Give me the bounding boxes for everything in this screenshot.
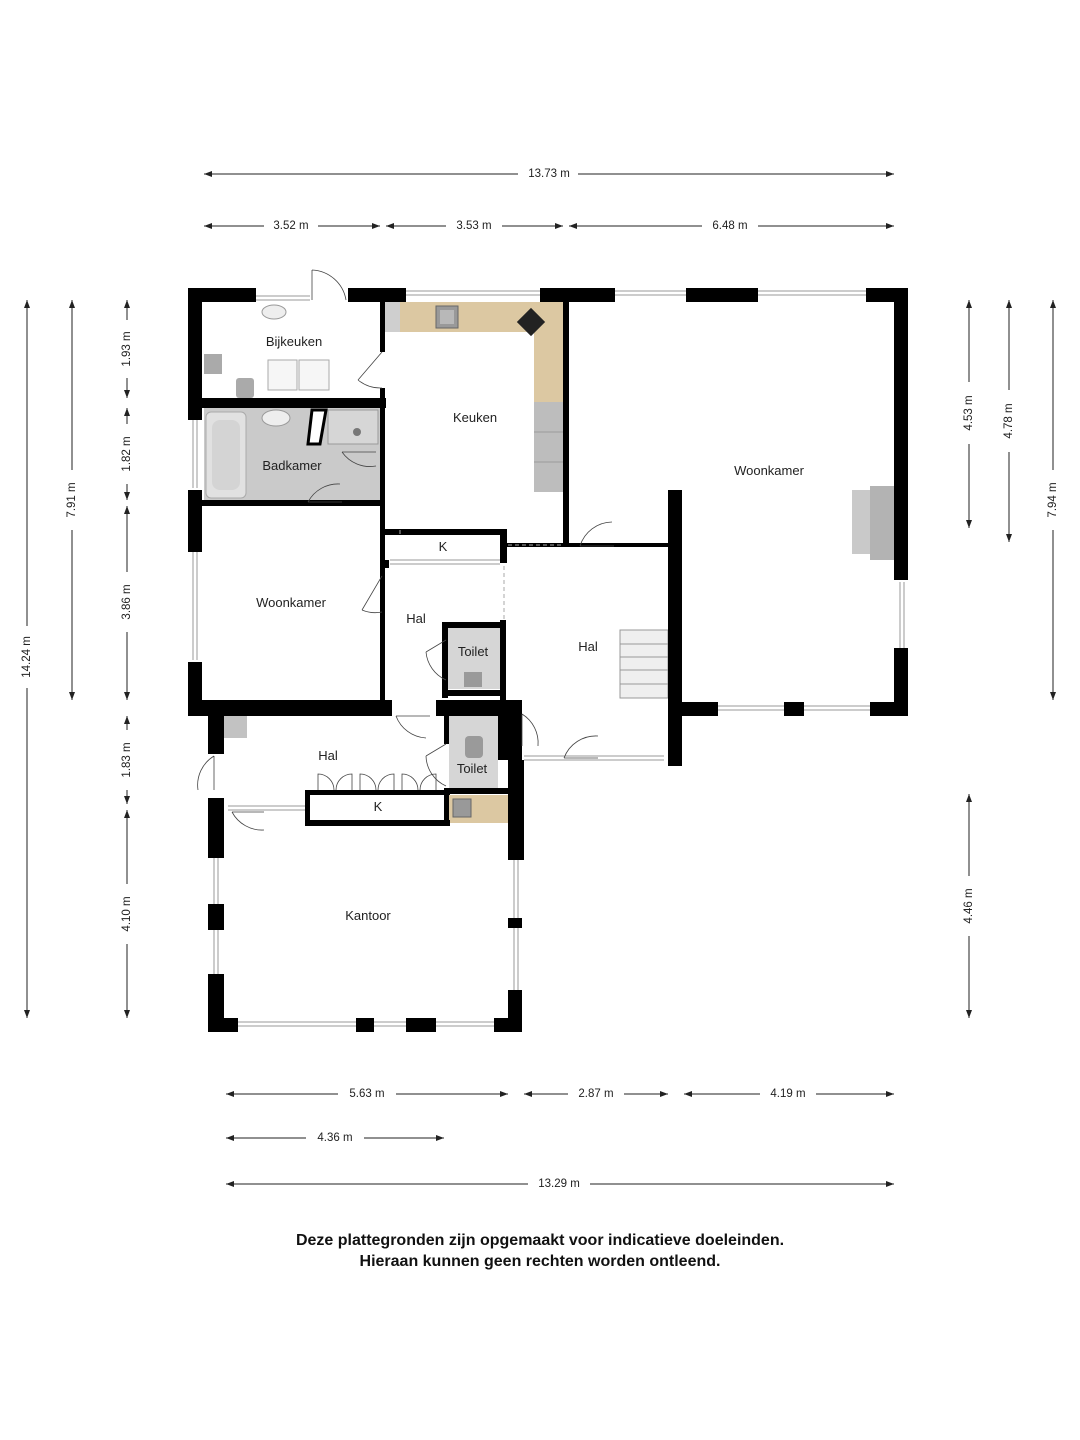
fridge: [384, 302, 400, 332]
dim-bottom-total: 13.29 m: [538, 1178, 580, 1190]
staircase: [620, 630, 668, 698]
dim-bottom-a: 5.63 m: [349, 1088, 385, 1100]
room-keuken: Keuken: [452, 410, 498, 425]
utility-sink: [262, 305, 286, 319]
room-woonkamer-small: Woonkamer: [256, 595, 326, 610]
room-hal-center: Hal: [406, 611, 426, 626]
room-badkamer: Badkamer: [262, 458, 322, 473]
room-kantoor: Kantoor: [345, 908, 391, 923]
fireplace: [852, 490, 870, 554]
dim-top-c: 6.48 m: [712, 220, 748, 232]
boiler: [236, 378, 254, 398]
dim-left-e: 4.10 m: [121, 896, 133, 932]
dim-bottom-c: 4.19 m: [770, 1088, 806, 1100]
bath-sink: [262, 410, 290, 426]
kitchen-units: [534, 402, 564, 492]
shower: [328, 410, 378, 444]
fixtures: [204, 302, 894, 823]
toilet-upper-bowl: [464, 672, 482, 687]
dim-left-b: 1.82 m: [121, 436, 133, 472]
dim-left-a: 1.93 m: [121, 331, 133, 367]
dim-top-total: 13.73 m: [528, 168, 570, 180]
dryer: [299, 360, 329, 390]
dim-left-mid: 7.91 m: [66, 482, 78, 518]
room-hal-right: Hal: [578, 639, 598, 654]
stove-small: [204, 354, 222, 374]
dim-top-a: 3.52 m: [273, 220, 309, 232]
room-bijkeuken: Bijkeuken: [265, 334, 323, 349]
room-closet-lower: K: [373, 799, 383, 814]
dim-right-c: 7.94 m: [1047, 482, 1059, 518]
disclaimer-line-2: Hieraan kunnen geen rechten worden ontleend.: [359, 1253, 721, 1270]
dim-top-b: 3.53 m: [456, 220, 492, 232]
disclaimer-line-1: Deze plattegronden zijn opgemaakt voor indicatieve doeleinden.: [295, 1232, 785, 1249]
dim-bottom-d: 4.36 m: [317, 1132, 353, 1144]
washer: [268, 360, 297, 390]
room-woonkamer-large: Woonkamer: [734, 463, 804, 478]
dim-left-d: 1.83 m: [121, 742, 133, 778]
dim-right-a: 4.53 m: [963, 395, 975, 431]
room-toilet-lower: Toilet: [456, 761, 488, 776]
room-toilet-upper: Toilet: [457, 644, 489, 659]
room-hal-lower: Hal: [318, 748, 338, 763]
dim-right-b: 4.78 m: [1003, 403, 1015, 439]
dim-left-c: 3.86 m: [121, 584, 133, 620]
dim-bottom-b: 2.87 m: [578, 1088, 614, 1100]
hal-cabinet: [224, 716, 247, 738]
dim-left-total: 14.24 m: [21, 636, 33, 678]
dim-right-d: 4.46 m: [963, 888, 975, 924]
room-closet-upper: K: [438, 539, 448, 554]
toilet-lower-bowl: [465, 736, 483, 758]
